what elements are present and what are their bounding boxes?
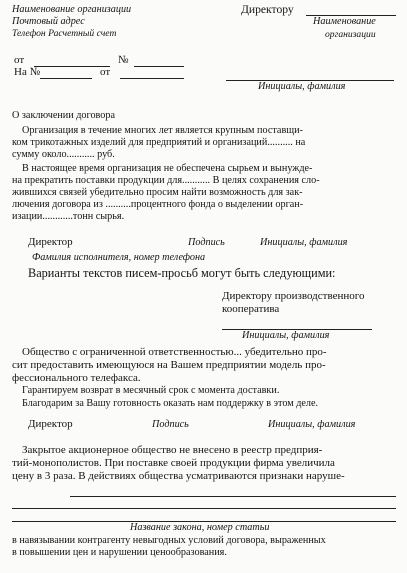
reply-date-field[interactable] [120,78,184,79]
sender-postal-address: Почтовый адрес [12,16,85,27]
letter3-paragraph-1 [12,444,398,483]
letter3-tail [12,535,398,559]
letter2-to-line2: кооператива [222,303,280,315]
text-line: Организация в течение многих лет является крупным поставщи- [22,125,303,136]
text-line: ком трикотажных изделий для предприятий и организаций.......... на [12,137,306,148]
text-line: Благодарим за Вашу готовность оказать нам поддержку в этом деле. [22,398,319,409]
text-line: В настоящее время организация не обеспечена сырьем и вынужде- [22,163,313,174]
reg-date-field[interactable] [34,66,110,67]
text-line: лючения договора из ..........процентного фонда о выделении орган- [12,199,304,210]
letter1-paragraph-1 [12,125,398,161]
letter2-sign-signature: Подпись [152,419,189,430]
recipient-director: Директору [241,3,294,16]
text-line: Общество с ограниченной ответственностью... убедительно про- [22,346,327,358]
reg-from-label: от [14,54,25,66]
law-title-caption: Название закона, номер статьи [130,522,270,533]
text-line: тий-монополистов. При поставке своей продукции фирма увеличила [12,457,335,469]
text-line: на прекратить поставки продукции для........... В целях сохранения сло- [12,175,320,186]
text-line: жившихся связей убедительно просим найти возможность для зак- [12,187,303,198]
variants-heading: Варианты текстов писем-просьб могут быть следующими: [28,266,336,280]
sender-org-name: Наименование организации [12,4,132,15]
law-fill-line-2[interactable] [12,508,396,509]
reg-number-field[interactable] [134,66,184,67]
reply-from-label: от [100,66,111,78]
text-line: цену в 3 раза. В действиях общества усматриваются признаки наруше- [12,470,345,482]
text-line: в повышении цен и нарушении ценообразования. [12,547,227,558]
letter2-sign-director: Директор [28,418,73,430]
sender-phone-account: Телефон Расчетный счет [12,28,117,39]
letter1-sign-signature: Подпись [188,237,225,248]
letter1-executor: Фамилия исполнителя, номер телефона [32,252,206,263]
letter2-initials-caption: Инициалы, фамилия [242,330,330,341]
text-line: Закрытое акционерное общество не внесено в реестр предприя- [22,444,323,456]
law-fill-line-1[interactable] [70,496,396,497]
letter1-subject: О заключении договора [12,110,115,121]
letter1-sign-initials: Инициалы, фамилия [260,237,348,248]
reply-num-label: На № [14,66,41,78]
recipient-naming: Наименование [313,16,376,27]
letter2-paragraph-3 [12,398,398,410]
recipient-initials-caption: Инициалы, фамилия [258,81,346,92]
letter2-paragraph-2 [12,385,398,397]
letter2-sign-initials: Инициалы, фамилия [268,419,356,430]
letter2-paragraph-1 [12,346,398,385]
text-line: Гарантируем возврат в месячный срок с момента доставки. [22,385,280,396]
reply-number-field[interactable] [40,78,92,79]
letter1-sign-director: Директор [28,236,73,248]
text-line: фессионального телефакса. [12,372,141,384]
reg-num-label: № [118,54,129,66]
letter1-paragraph-2 [12,163,398,223]
text-line: сит предоставить имеющуюся на Вашем предприятии модель про- [12,359,326,371]
letter2-to-line1: Директору производственного [222,290,365,302]
text-line: изации............тонн сырья. [12,211,125,222]
text-line: сумму около........... руб. [12,149,115,160]
recipient-org-lower: организации [325,29,376,40]
text-line: в навязывании контрагенту невыгодных условий договора, выраженных [12,535,326,546]
